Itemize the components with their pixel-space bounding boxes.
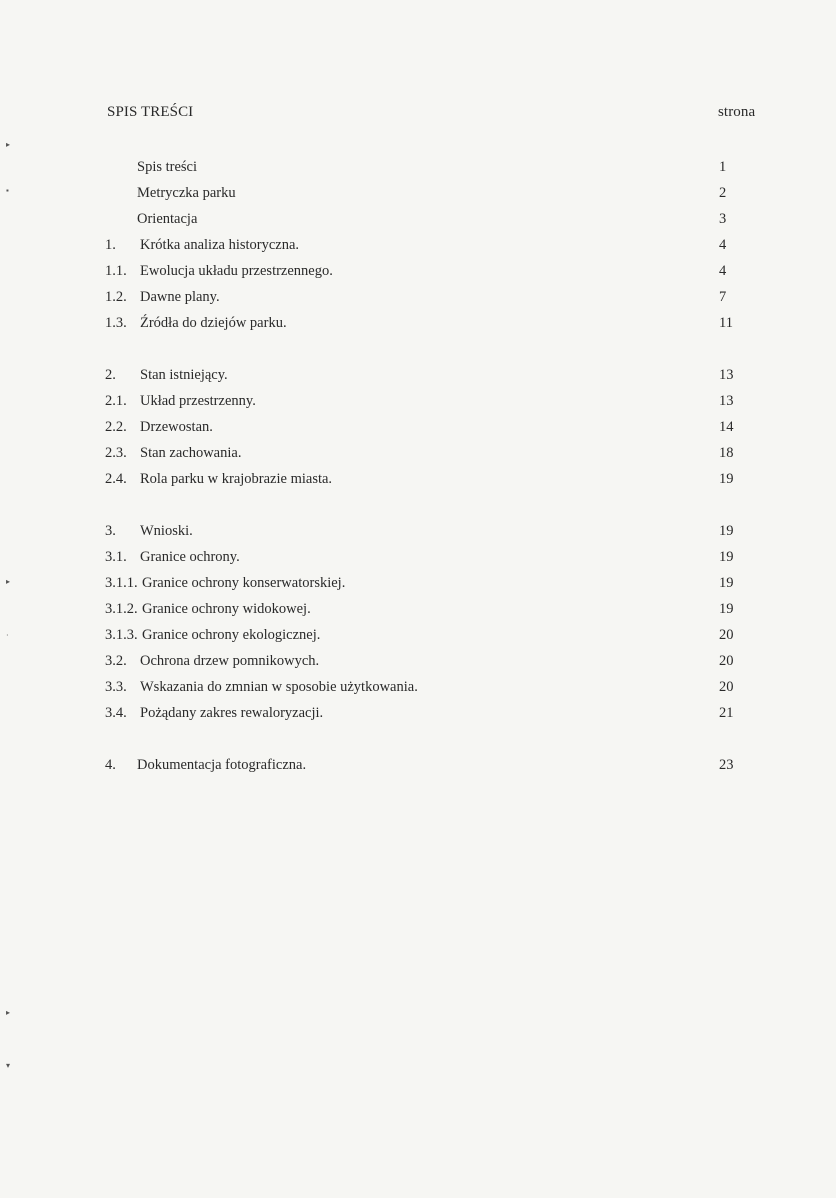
toc-entry bbox=[0, 364, 836, 386]
toc-entry-number: 3.2. bbox=[105, 653, 127, 669]
toc-entry-page: 20 bbox=[719, 679, 734, 695]
toc-entry bbox=[0, 156, 836, 178]
toc-entry-page: 23 bbox=[719, 757, 734, 773]
toc-entry-page: 19 bbox=[719, 471, 734, 487]
toc-entry-number: 3.1.3. bbox=[105, 627, 138, 643]
scan-speck: · bbox=[6, 631, 9, 640]
toc-entry bbox=[0, 182, 836, 204]
toc-entry-page: 21 bbox=[719, 705, 734, 721]
scan-speck: ▪ bbox=[6, 186, 9, 195]
toc-entry bbox=[0, 260, 836, 282]
toc-entry-label: Dawne plany. bbox=[140, 289, 220, 305]
toc-entry-label: Stan zachowania. bbox=[140, 445, 242, 461]
toc-entry-page: 19 bbox=[719, 601, 734, 617]
toc-entry bbox=[0, 390, 836, 412]
toc-entry bbox=[0, 416, 836, 438]
toc-entry-page: 1 bbox=[719, 159, 727, 175]
toc-entry-label: Źródła do dziejów parku. bbox=[140, 315, 287, 331]
toc-entry-page: 19 bbox=[719, 523, 734, 539]
toc-entry-label: Granice ochrony. bbox=[140, 549, 240, 565]
toc-entry bbox=[0, 468, 836, 490]
toc-entry-number: 3.1. bbox=[105, 549, 127, 565]
toc-entry-page: 11 bbox=[719, 315, 733, 331]
toc-entry-label: Ewolucja układu przestrzennego. bbox=[140, 263, 333, 279]
toc-entry bbox=[0, 520, 836, 542]
toc-entry-label: Wnioski. bbox=[140, 523, 193, 539]
toc-entry-label: Metryczka parku bbox=[137, 185, 236, 201]
toc-entry-number: 3.1.2. bbox=[105, 601, 138, 617]
toc-entry bbox=[0, 286, 836, 308]
toc-entry-label: Rola parku w krajobrazie miasta. bbox=[140, 471, 333, 487]
toc-entry-page: 19 bbox=[719, 549, 734, 565]
toc-entry-label: Granice ochrony ekologicznej. bbox=[142, 627, 321, 643]
toc-entry-number: 2.4. bbox=[105, 471, 127, 487]
toc-entry-number: 1. bbox=[105, 237, 116, 253]
scan-speck: ▸ bbox=[6, 577, 11, 586]
toc-entry-label: Stan istniejący. bbox=[140, 367, 228, 383]
toc-entry-number: 1.3. bbox=[105, 315, 127, 331]
toc-entry bbox=[0, 702, 836, 724]
toc-entry-number: 2.1. bbox=[105, 393, 127, 409]
page-column-header: strona bbox=[718, 104, 756, 120]
toc-entry-number: 4. bbox=[105, 757, 116, 773]
toc-entry-label: Dokumentacja fotograficzna. bbox=[137, 757, 307, 773]
toc-entry-label: Układ przestrzenny. bbox=[140, 393, 256, 409]
toc-title: SPIS TREŚCI bbox=[107, 104, 194, 120]
toc-entry-label: Drzewostan. bbox=[140, 419, 213, 435]
toc-entry-page: 4 bbox=[719, 263, 727, 279]
toc-entry bbox=[0, 650, 836, 672]
toc-entry-number: 3.4. bbox=[105, 705, 127, 721]
toc-entry-number: 1.2. bbox=[105, 289, 127, 305]
toc-entry-number: 2. bbox=[105, 367, 116, 383]
toc-entry-label: Orientacja bbox=[137, 211, 198, 227]
toc-entry-label: Granice ochrony widokowej. bbox=[142, 601, 311, 617]
toc-entry bbox=[0, 598, 836, 620]
toc-entry-label: Krótka analiza historyczna. bbox=[140, 237, 300, 253]
toc-entry-page: 13 bbox=[719, 393, 734, 409]
toc-entry-number: 3. bbox=[105, 523, 116, 539]
toc-entry bbox=[0, 572, 836, 594]
toc-entry-page: 3 bbox=[719, 211, 727, 227]
toc-entry-label: Granice ochrony konserwatorskiej. bbox=[142, 575, 346, 591]
toc-entry-page: 14 bbox=[719, 419, 734, 435]
toc-entry-label: Pożądany zakres rewaloryzacji. bbox=[140, 705, 324, 721]
toc-entry-page: 4 bbox=[719, 237, 727, 253]
scan-speck: ▾ bbox=[6, 1061, 11, 1070]
toc-entry bbox=[0, 234, 836, 256]
scan-speck: ▸ bbox=[6, 1008, 11, 1017]
toc-entry bbox=[0, 754, 836, 776]
toc-entry bbox=[0, 442, 836, 464]
toc-entry bbox=[0, 546, 836, 568]
toc-entry-page: 7 bbox=[719, 289, 727, 305]
toc-entry-label: Spis treści bbox=[137, 159, 198, 175]
toc-entry-page: 20 bbox=[719, 653, 734, 669]
toc-entry-page: 20 bbox=[719, 627, 734, 643]
toc-entry-number: 3.3. bbox=[105, 679, 127, 695]
toc-entry bbox=[0, 208, 836, 230]
toc-entry-page: 13 bbox=[719, 367, 734, 383]
toc-entry bbox=[0, 676, 836, 698]
toc-entry bbox=[0, 624, 836, 646]
toc-entry-number: 2.2. bbox=[105, 419, 127, 435]
toc-entry-page: 2 bbox=[719, 185, 727, 201]
toc-entry-label: Wskazania do zmnian w sposobie użytkowania. bbox=[140, 679, 418, 695]
toc-entry-page: 19 bbox=[719, 575, 734, 591]
toc-entry-page: 18 bbox=[719, 445, 734, 461]
toc-entry-number: 3.1.1. bbox=[105, 575, 138, 591]
toc-entry-number: 1.1. bbox=[105, 263, 127, 279]
toc-entry-number: 2.3. bbox=[105, 445, 127, 461]
toc-entry-label: Ochrona drzew pomnikowych. bbox=[140, 653, 320, 669]
toc-entry bbox=[0, 312, 836, 334]
scan-speck: ▸ bbox=[6, 140, 11, 149]
